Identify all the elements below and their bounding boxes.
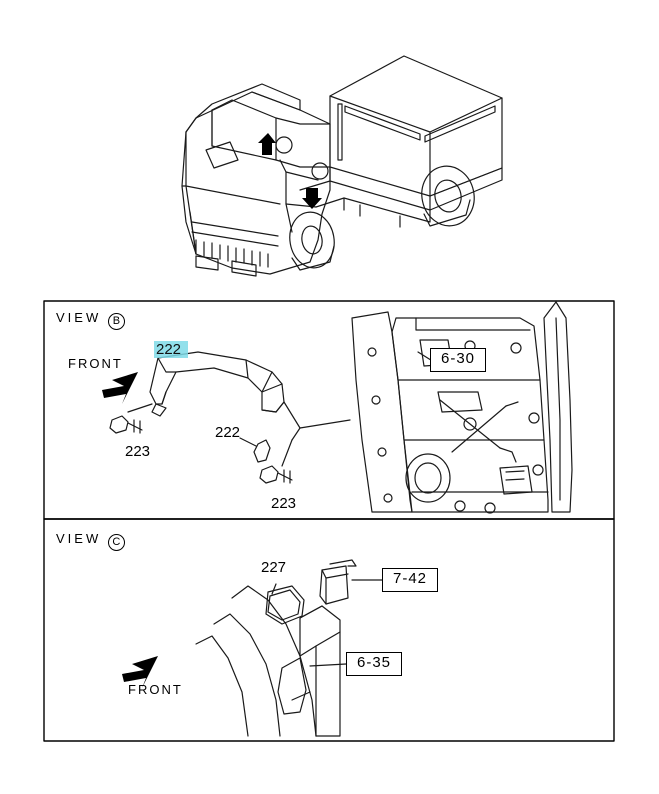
panel-b-view-letter: B	[108, 313, 125, 330]
part-223-bottom-label: 223	[271, 495, 297, 512]
callout-arrow-b	[258, 133, 276, 155]
panel-b-content	[102, 302, 572, 513]
panel-b-front-label: FRONT	[68, 356, 123, 371]
part-7-42-cap	[320, 560, 356, 604]
bolt-223-bottom	[260, 466, 292, 483]
panel-b-view-label	[56, 310, 125, 330]
part-227-label: 227	[261, 559, 287, 576]
panel-c-view-text: VIEW	[56, 531, 102, 546]
part-222-highlight-label: 222	[156, 341, 182, 358]
front-arrow-b	[102, 372, 138, 404]
bolt-223-left	[110, 416, 142, 433]
part-223-left-label: 223	[125, 443, 151, 460]
ref-7-42-box: 7-42	[382, 568, 438, 592]
clip-222-center	[254, 440, 270, 462]
panel-c-view-letter: C	[108, 534, 125, 551]
truck-illustration	[182, 56, 502, 276]
panel-c-view-label	[56, 531, 125, 551]
ref-6-35-box: 6-35	[346, 652, 402, 676]
view-marker-b-circle	[276, 137, 292, 153]
panel-b-view-text: VIEW	[56, 310, 102, 325]
view-marker-c-circle	[312, 163, 328, 179]
panel-c-content	[122, 560, 382, 736]
ref-6-30-box: 6-30	[430, 348, 486, 372]
part-222-center-label: 222	[215, 424, 241, 441]
panel-c-front-label: FRONT	[128, 682, 183, 697]
